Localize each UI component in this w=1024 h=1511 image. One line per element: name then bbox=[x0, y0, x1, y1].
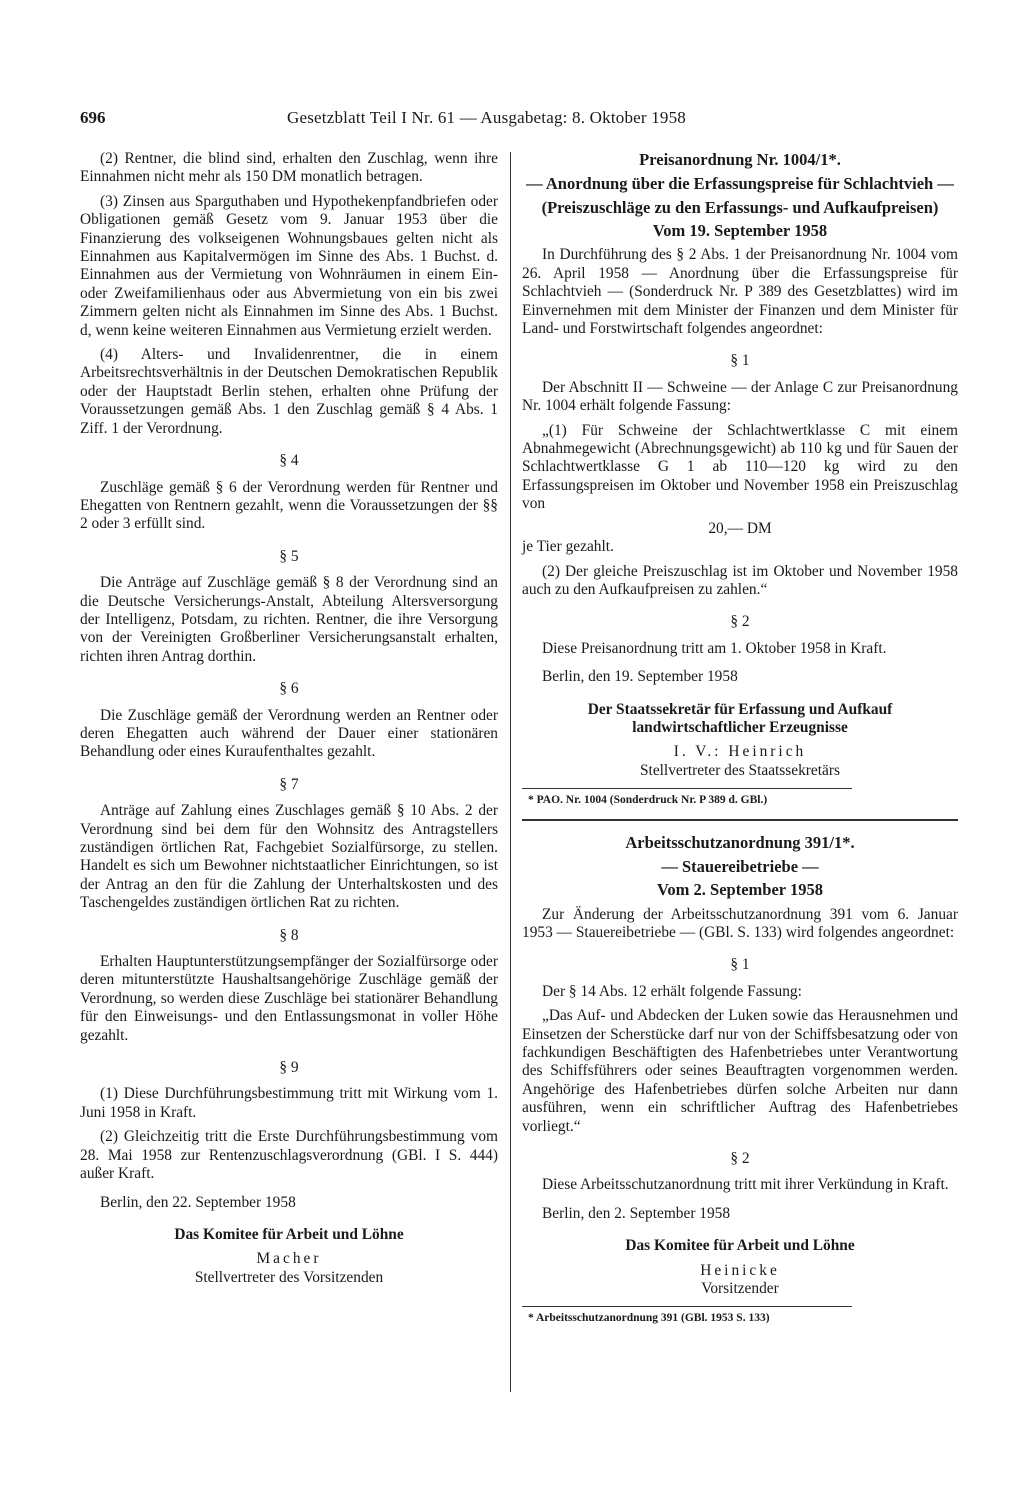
section-heading: § 4 bbox=[279, 452, 299, 470]
paragraph: Diese Preisanordnung tritt am 1. Oktober 1958 in Kraft. bbox=[542, 639, 887, 657]
paragraph: Der Abschnitt II — Schweine — der Anlage C zur Preisanordnung Nr. 1004 erhält folgende Fassung: bbox=[522, 378, 958, 415]
footnote: * Arbeitsschutzanordnung 391 (GBl. 1953 S. 133) bbox=[528, 1312, 770, 1325]
left-column bbox=[80, 150, 498, 1287]
date-line: Berlin, den 22. September 1958 bbox=[100, 1193, 296, 1211]
section-heading: § 1 bbox=[730, 352, 750, 370]
paragraph: (3) Zinsen aus Sparguthaben und Hypothekenpfandbriefen oder Obligationen gemäß Gesetz vom 9. Januar 1953 über die Finanzierung des volkseigenen Wohnungsbaues gelten nicht als Einnahmen aus Kapitalvermögen im Sinne des Abs. 1 Buchst. d. Einnahmen aus der Vermietung von Wohnräumen in einem Ein- oder Zweifamilienhaus oder aus Abvermietung von ein bis zwei Zimmern gelten nicht als Einnahmen im Sinne des Abs. 1 Buchst. d, wenn keine weiteren Einnahmen aus Vermietung erzielt werden. bbox=[80, 192, 498, 339]
column-divider bbox=[510, 152, 511, 1392]
ordinance-title: Preisanordnung Nr. 1004/1*. bbox=[639, 150, 841, 169]
paragraph: Erhalten Hauptunterstützungsempfänger der Sozialfürsorge oder deren mitunterstützte Haushaltsangehörige Zuschläge gemäß der Verordnung, so werden diese Zuschläge bei stationärer Behandlung für den Einweisungs- und den Entlassungsmonat in voller Höhe gezahlt. bbox=[80, 953, 498, 1044]
paragraph: (1) Diese Durchführungsbestimmung tritt mit Wirkung vom 1. Juni 1958 in Kraft. bbox=[80, 1085, 498, 1121]
ordinance-title: Arbeitsschutzanordnung 391/1*. bbox=[625, 833, 855, 853]
quoted-paragraph: „Das Auf- und Abdecken der Luken sowie das Herausnehmen und Einsetzen der Scherstücke darf nur von der Schiffsbesatzung oder von fachkundigen Beschäftigten des Hafenbetriebes unter Verantwortung des Schiffsführers oder seines Beauftragten vorgenommen werden. Angehörige des Hafenbetriebes dürfen solche Arbeiten nur dann ausführen, wenn ein schriftlicher Auftrag des Hafenbetriebes vorliegt.“ bbox=[522, 1007, 958, 1135]
ordinance-date: Vom 19. September 1958 bbox=[652, 221, 828, 240]
section-heading: § 9 bbox=[279, 1059, 299, 1077]
paragraph: je Tier gezahlt. bbox=[522, 538, 614, 556]
page-number: 696 bbox=[80, 108, 106, 127]
paragraph: (2) Rentner, die blind sind, erhalten den Zuschlag, wenn ihre Einnahmen nicht mehr als 150 DM monatlich betragen. bbox=[80, 150, 498, 186]
section-heading: § 6 bbox=[279, 680, 299, 698]
section-separator bbox=[522, 819, 958, 821]
quoted-paragraph: „(1) Für Schweine der Schlachtwertklasse C mit einem Abnahmegewicht (Abrechnungsgewicht) ab 110 kg und für Sauen der Schlachtwertklasse G 1 ab 110—120 kg wird zu den Erfassungspreisen im Oktober und November 1958 ein Preiszuschlag von bbox=[522, 421, 958, 513]
paragraph: (4) Alters- und Invalidenrentner, die in einem Arbeitsrechtsverhältnis in der Deutschen Demokratischen Republik oder der Hauptstadt Berlin stehen, erhalten ohne Prüfung der Voraussetzungen gemäß Abs. 1 den Zuschlag gemäß § 4 Abs. 1 Ziff. 1 der Verordnung. bbox=[80, 346, 498, 437]
right-column bbox=[522, 150, 958, 1325]
running-title: Gesetzblatt Teil I Nr. 61 — Ausgabetag: 8. Oktober 1958 bbox=[287, 108, 687, 127]
signatory-role: Vorsitzender bbox=[701, 1280, 779, 1298]
paragraph: Die Zuschläge gemäß der Verordnung werden an Rentner oder deren Ehegatten auch während der Dauer einer stationären Behandlung oder eines Kuraufenthaltes gezahlt. bbox=[80, 706, 498, 761]
paragraph: Anträge auf Zahlung eines Zuschlages gemäß § 10 Abs. 2 der Verordnung sind bei dem für den Wohnsitz des Antragstellers zuständigen örtlichen Rat, Fachgebiet Sozialfürsorge, zu stellen. Handelt es sich um Bewohner nichtstaatlicher Einrichtungen, so ist der Antrag an den für die Zahlung der Unterhaltskosten und des Taschengeldes zuständigen örtlichen Rat zu richten. bbox=[80, 802, 498, 912]
date-line: Berlin, den 2. September 1958 bbox=[542, 1204, 731, 1222]
signatory-name: Heinicke bbox=[700, 1261, 780, 1279]
section-heading: § 5 bbox=[279, 547, 299, 565]
amount: 20,— DM bbox=[708, 519, 772, 537]
section-heading: § 7 bbox=[279, 775, 299, 793]
ordinance-subtitle: (Preiszuschläge zu den Erfassungs- und Aufkaufpreisen) bbox=[541, 198, 939, 217]
footnote: * PAO. Nr. 1004 (Sonderdruck Nr. P 389 d. GBl.) bbox=[528, 794, 768, 807]
section-heading: § 2 bbox=[730, 613, 750, 631]
paragraph: Die Anträge auf Zuschläge gemäß § 8 der Verordnung sind an die Deutsche Versicherungs-Anstalt, Abteilung Altersversorgung der Intelligenz, Potsdam, zu richten. Rentner, die ihre Versorgung von der Vereinigten Großberliner Versicherungsanstalt erhalten, richten ihren Antrag dorthin. bbox=[80, 574, 498, 665]
signatory-role: Stellvertreter des Vorsitzenden bbox=[194, 1268, 384, 1286]
paragraph: Diese Arbeitsschutzanordnung tritt mit ihrer Verkündung in Kraft. bbox=[542, 1176, 949, 1194]
paragraph: Der § 14 Abs. 12 erhält folgende Fassung: bbox=[542, 982, 802, 1000]
paragraph: In Durchführung des § 2 Abs. 1 der Preisanordnung Nr. 1004 vom 26. April 1958 — Anordnung über die Erfassungspreise für Schlachtvieh — (Sonderdruck Nr. P 389 des Gesetzblattes) wird im Einvernehmen mit dem Minister der Finanzen und dem Minister für Land- und Forstwirtschaft folgendes angeordnet: bbox=[522, 246, 958, 338]
section-heading: § 8 bbox=[279, 926, 299, 944]
section-heading: § 2 bbox=[730, 1150, 750, 1168]
signing-body: Das Komitee für Arbeit und Löhne bbox=[625, 1237, 855, 1255]
paragraph: Zuschläge gemäß § 6 der Verordnung werden für Rentner und Ehegatten von Rentnern gezahlt, wenn die Voraussetzungen der §§ 2 oder 3 erfüllt sind. bbox=[80, 478, 498, 533]
paragraph: Zur Änderung der Arbeitsschutzanordnung 391 vom 6. Januar 1953 — Stauereibetriebe — (GBl. S. 133) wird folgendes angeordnet: bbox=[522, 905, 958, 941]
footnote-rule bbox=[522, 788, 852, 789]
signatory-role: Stellvertreter des Staatssekretärs bbox=[639, 761, 840, 779]
ordinance-subtitle: — Anordnung über die Erfassungspreise für Schlachtvieh — bbox=[526, 174, 954, 193]
page-header bbox=[80, 108, 1000, 130]
paragraph: (2) Gleichzeitig tritt die Erste Durchführungsbestimmung vom 28. Mai 1958 zur Rentenzuschlagsverordnung (GBl. I S. 444) außer Kraft. bbox=[80, 1128, 498, 1183]
date-line: Berlin, den 19. September 1958 bbox=[542, 668, 738, 686]
quoted-paragraph: (2) Der gleiche Preiszuschlag ist im Oktober und November 1958 auch zu den Aufkaufpreisen zu zahlen.“ bbox=[522, 562, 958, 598]
section-heading: § 1 bbox=[730, 956, 750, 974]
ordinance-date: Vom 2. September 1958 bbox=[657, 880, 823, 900]
footnote-rule bbox=[522, 1306, 852, 1307]
signing-body: Das Komitee für Arbeit und Löhne bbox=[174, 1225, 404, 1243]
signatory-name: Macher bbox=[256, 1250, 322, 1268]
signatory-name: I. V.: Heinrich bbox=[673, 743, 807, 761]
signing-body: Der Staatssekretär für Erfassung und Aufkauf landwirtschaftlicher Erzeugnisse bbox=[587, 700, 893, 736]
ordinance-subtitle: — Stauereibetriebe — bbox=[661, 857, 819, 877]
